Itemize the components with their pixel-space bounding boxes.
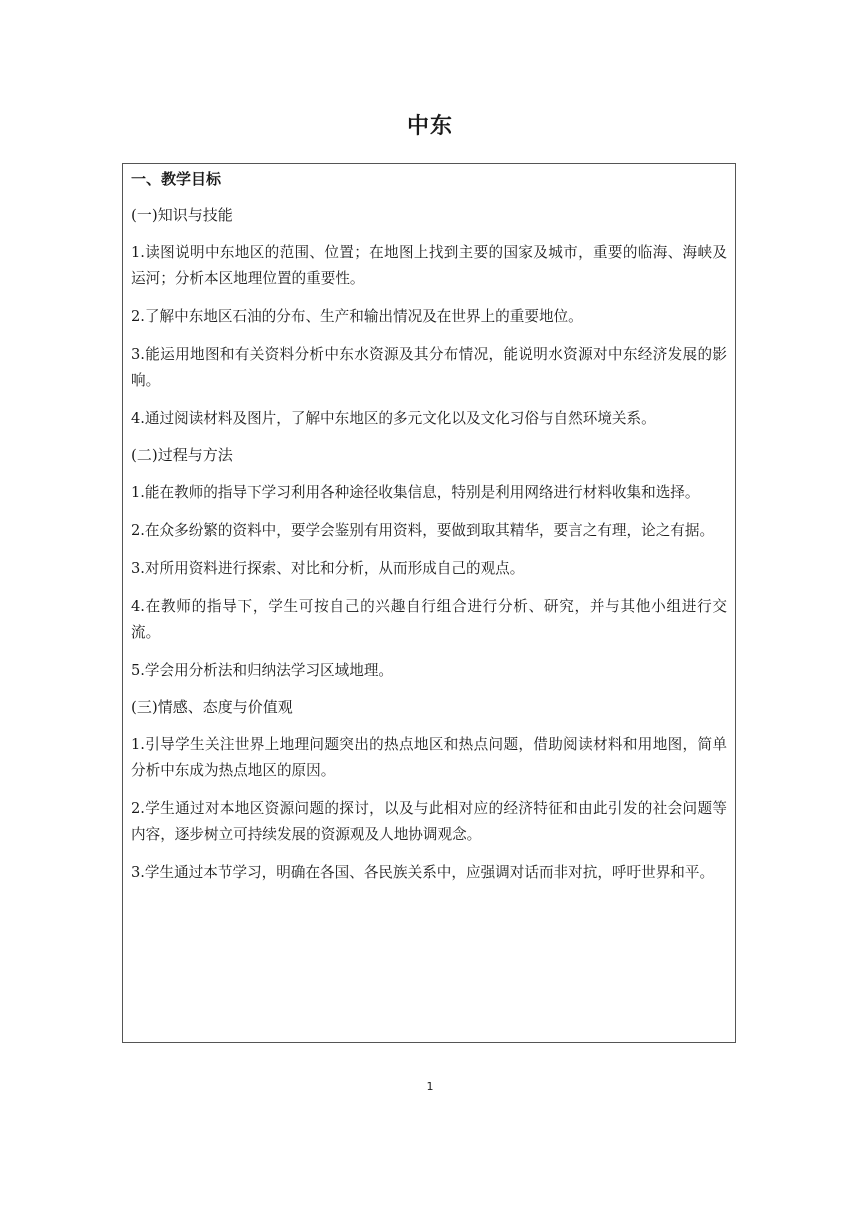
objective-item: 1.读图说明中东地区的范围、位置；在地图上找到主要的国家及城市，重要的临海、海峡及运河；分析本区地理位置的重要性。: [131, 244, 727, 287]
objective-item: 4.在教师的指导下，学生可按自己的兴趣自行组合进行分析、研究，并与其他小组进行交流。: [131, 598, 727, 641]
document-title: 中东: [406, 114, 453, 139]
objective-item: 3.学生通过本节学习，明确在各国、各民族关系中，应强调对话而非对抗，呼吁世界和平。: [131, 864, 715, 881]
group-label-knowledge: (一)知识与技能: [131, 206, 233, 224]
page-number: 1: [426, 1080, 434, 1093]
objective-item: 5.学会用分析法和归纳法学习区域地理。: [131, 662, 394, 679]
group-label-process: (二)过程与方法: [131, 446, 233, 464]
objective-item: 1.引导学生关注世界上地理问题突出的热点地区和热点问题，借助阅读材料和用地图，简单分析中东成为热点地区的原因。: [131, 736, 727, 779]
objective-item: 3.能运用地图和有关资料分析中东水资源及其分布情况，能说明水资源对中东经济发展的影响。: [131, 346, 727, 389]
objective-item: 2.学生通过对本地区资源问题的探讨，以及与此相对应的经济特征和由此引发的社会问题等内容，逐步树立可持续发展的资源观及人地协调观念。: [131, 800, 727, 843]
section-heading: 一、教学目标: [131, 170, 222, 188]
objective-item: 2.在众多纷繁的资料中，要学会鉴别有用资料，要做到取其精华，要言之有理，论之有据。: [131, 522, 715, 539]
group-label-attitude: (三)情感、态度与价值观: [131, 698, 293, 716]
objective-item: 4.通过阅读材料及图片，了解中东地区的多元文化以及文化习俗与自然环境关系。: [131, 410, 656, 427]
objective-item: 1.能在教师的指导下学习利用各种途径收集信息，特别是利用网络进行材料收集和选择。: [131, 484, 700, 501]
objectives-table-cell: [122, 163, 736, 1043]
objective-item: 2.了解中东地区石油的分布、生产和输出情况及在世界上的重要地位。: [131, 308, 583, 325]
objective-item: 3.对所用资料进行探索、对比和分析，从而形成自己的观点。: [131, 560, 525, 577]
